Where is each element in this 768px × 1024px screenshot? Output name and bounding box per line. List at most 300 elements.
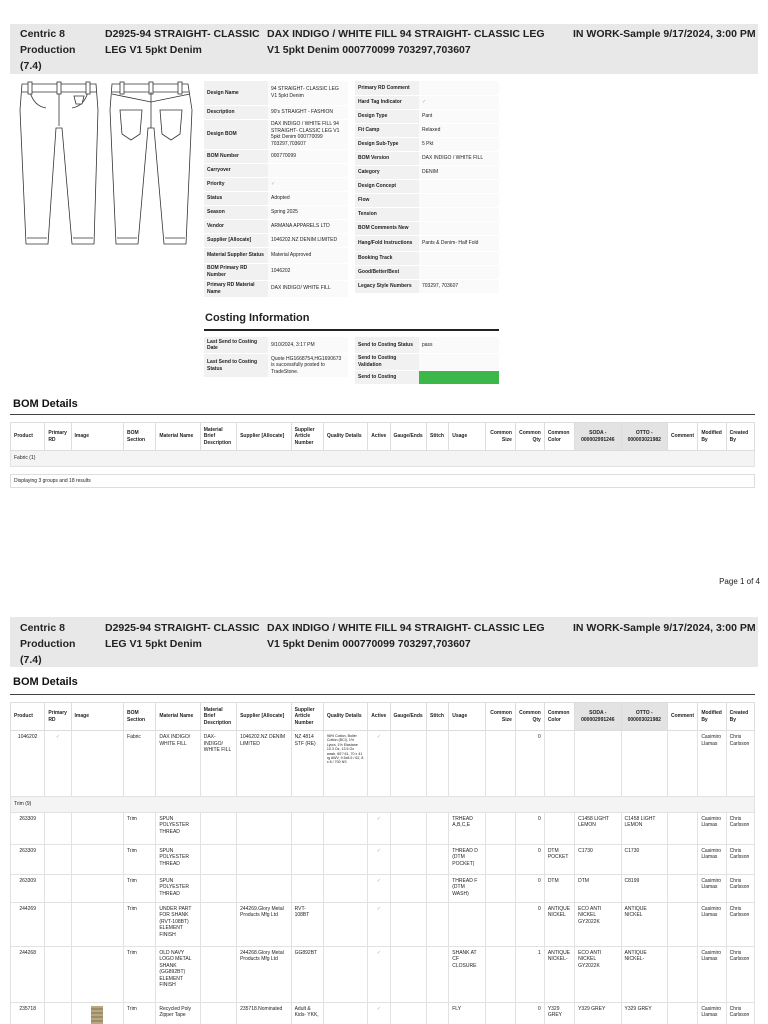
attribute-value: 94 STRAIGHT- CLASSIC LEG V1 5pkt Denim (268, 81, 348, 105)
attribute-label: Tension (355, 207, 419, 221)
table-cell: SPUN POLYESTER THREAD (156, 812, 200, 844)
attribute-label: BOM Comments New (355, 221, 419, 235)
attribute-row (355, 370, 499, 384)
table-cell: DTM POCKET (544, 844, 574, 874)
attribute-value: Spring 2025 (268, 205, 348, 219)
table-cell (485, 874, 515, 902)
table-cell: 244268.Glory Metal Products Mfg Ltd (237, 946, 292, 1002)
attribute-row (355, 123, 499, 137)
table-cell (200, 902, 236, 946)
costing-title: Costing Information (205, 312, 310, 324)
attribute-value: pass (419, 337, 499, 353)
attribute-value (419, 251, 499, 265)
attribute-label: Status (204, 191, 268, 205)
table-cell (323, 812, 367, 844)
attribute-label: Good/Better/Best (355, 265, 419, 279)
attribute-value: ARMANA APPARELS LTD (268, 219, 348, 233)
table-cell (544, 731, 574, 797)
header-status-label: IN WORK-Sample 9/17/2024, 3:00 PM (573, 622, 756, 634)
group-row-trim[interactable]: Trim (9) (11, 797, 755, 813)
table-cell: 263309 (11, 812, 45, 844)
table-cell: NZ 4814 STF (RE) (291, 731, 323, 797)
attribute-value (268, 163, 348, 177)
column-header[interactable]: Common Size (485, 423, 515, 451)
attribute-label: Vendor (204, 219, 268, 233)
attribute-row (204, 119, 348, 149)
table-cell: Casimiro Llamas (698, 1002, 726, 1024)
attribute-label: BOM Version (355, 151, 419, 165)
table-cell: C1458 LIGHT LEMON (575, 812, 621, 844)
attribute-row (204, 263, 348, 280)
table-cell (291, 874, 323, 902)
attribute-label: Design Concept (355, 179, 419, 193)
table-cell (427, 731, 449, 797)
table-cell (45, 874, 71, 902)
column-header[interactable]: SODA - 000002991246 (575, 703, 621, 731)
table-cell (667, 1002, 697, 1024)
table-row[interactable] (11, 844, 755, 874)
attribute-row (355, 165, 499, 179)
column-header[interactable]: Common Qty (515, 703, 544, 731)
table-cell: 1 (515, 946, 544, 1002)
table-cell: 0 (515, 902, 544, 946)
table-cell: ✓ (368, 812, 390, 844)
table-cell: Trim (124, 1002, 156, 1024)
table-cell: C8199 (621, 874, 667, 902)
attribute-value: DAX INDIGO / WHITE FILL 94 STRAIGHT- CLASSIC LEG V1 5pkt Denim 000770099 703297,703607 (268, 119, 348, 149)
table-cell (485, 946, 515, 1002)
header-status-label: IN WORK-Sample 9/17/2024, 3:00 PM (573, 28, 756, 40)
table-cell (667, 731, 697, 797)
attribute-label: Last Send to Costing Date (204, 337, 268, 354)
attribute-value: Adopted (268, 191, 348, 205)
table-cell (485, 1002, 515, 1024)
table-cell (323, 844, 367, 874)
table-cell (390, 731, 427, 797)
zipper-tape-thumbnail (91, 1006, 103, 1024)
attribute-row (204, 354, 348, 378)
attribute-label: Design Type (355, 109, 419, 123)
table-cell: ✓ (368, 902, 390, 946)
bom-details-title: BOM Details (13, 398, 78, 410)
attribute-value: Material Approved (268, 247, 348, 263)
table-row[interactable] (11, 946, 755, 1002)
attribute-label: Hang/Fold Instructions (355, 235, 419, 251)
table-cell: Casimiro Llamas (698, 874, 726, 902)
attribute-label: Primary RD Comment (355, 81, 419, 95)
column-header[interactable]: Usage (449, 423, 485, 451)
attribute-value: Quote HG1668754,HG1690673 is successfully posted to TradeStone. (268, 354, 348, 378)
image-cell (71, 902, 123, 946)
table-cell: SPUN POLYESTER THREAD (156, 874, 200, 902)
table-cell: 1046202 (11, 731, 45, 797)
table-cell: C1730 (621, 844, 667, 874)
table-cell: Chris Carlsson (726, 812, 754, 844)
attribute-row (355, 137, 499, 151)
column-header[interactable]: Image (71, 423, 123, 451)
image-cell (71, 731, 123, 797)
column-header[interactable]: Created By (726, 423, 754, 451)
table-cell (667, 812, 697, 844)
column-header[interactable]: Created By (726, 703, 754, 731)
attribute-value (419, 193, 499, 207)
column-header[interactable]: Common Size (485, 703, 515, 731)
table-cell (449, 902, 485, 946)
table-cell (200, 812, 236, 844)
attribute-label: Send to Costing Validation (355, 353, 419, 370)
table-cell (200, 844, 236, 874)
column-header[interactable]: Supplier [Allocate] (237, 423, 292, 451)
attribute-row (204, 219, 348, 233)
attribute-value: DENIM (419, 165, 499, 179)
table-cell (621, 731, 667, 797)
table-cell: 235718.Nominated (237, 1002, 292, 1024)
attribute-row (355, 193, 499, 207)
table-cell: Casimiro Llamas (698, 731, 726, 797)
table-cell: 0 (515, 1002, 544, 1024)
table-cell: C1730 (575, 844, 621, 874)
table-cell (485, 844, 515, 874)
attribute-label: Design Name (204, 81, 268, 105)
table-cell: SHANK AT CF CLOSURE (449, 946, 485, 1002)
column-header[interactable]: Material Brief Description (200, 423, 236, 451)
table-cell: RVT-108BT (291, 902, 323, 946)
table-cell (427, 874, 449, 902)
table-cell: Casimiro Llamas (698, 946, 726, 1002)
bom-table-page1 (10, 422, 755, 467)
attribute-value (419, 179, 499, 193)
attribute-row (355, 235, 499, 251)
attribute-value: 9/10/2024, 3:17 PM (268, 337, 348, 354)
attribute-label: Last Send to Costing Status (204, 354, 268, 378)
table-cell: ✓ (368, 874, 390, 902)
table-cell: Trim (124, 844, 156, 874)
attribute-value: ✓ (419, 95, 499, 109)
attribute-row (204, 149, 348, 163)
attribute-row (355, 109, 499, 123)
column-header[interactable]: Common Color (544, 423, 574, 451)
table-cell (323, 874, 367, 902)
column-header[interactable]: Quality Details (323, 703, 367, 731)
column-header[interactable]: Active (368, 703, 390, 731)
table-cell (485, 812, 515, 844)
table-cell (237, 812, 292, 844)
attribute-label: Carryover (204, 163, 268, 177)
column-header[interactable]: Stitch (427, 423, 449, 451)
header-style-label: D2925-94 STRAIGHT- CLASSIC LEG V1 5pkt Denim (105, 622, 260, 650)
table-cell (390, 946, 427, 1002)
table-cell: Adult & Kids- YKK, (291, 1002, 323, 1024)
column-header[interactable]: Active (368, 423, 390, 451)
group-row-fabric[interactable]: Fabric (1) (11, 451, 755, 467)
attribute-label: Category (355, 165, 419, 179)
table-cell (390, 844, 427, 874)
table-cell: DTM (544, 874, 574, 902)
attribute-value: 1046202 (268, 263, 348, 280)
table-cell: ✓ (368, 731, 390, 797)
table-cell (200, 874, 236, 902)
table-cell: Chris Carlsson (726, 844, 754, 874)
attribute-label: Send to Costing (355, 370, 419, 384)
column-header[interactable]: Gauge/Ends (390, 703, 427, 731)
table-cell: DAX- INDIGO/ WHITE FILL (200, 731, 236, 797)
attribute-label: Flow (355, 193, 419, 207)
attribute-value (419, 353, 499, 370)
table-cell (291, 844, 323, 874)
attribute-label: Description (204, 105, 268, 119)
table-cell: ✓ (368, 844, 390, 874)
page-header-2 (10, 617, 758, 667)
table-cell (291, 812, 323, 844)
column-header[interactable]: Supplier Article Number (291, 423, 323, 451)
column-header[interactable]: Usage (449, 703, 485, 731)
attribute-label: Primary RD Material Name (204, 280, 268, 297)
attribute-label: Fit Camp (355, 123, 419, 137)
table-cell: Trim (124, 874, 156, 902)
table-cell (485, 731, 515, 797)
costing-divider (204, 329, 499, 331)
table-cell (667, 902, 697, 946)
attribute-row (355, 265, 499, 279)
attribute-value: ✓ (268, 177, 348, 191)
attribute-label: BOM Number (204, 149, 268, 163)
table-cell: UNDER PART FOR SHANK (RVT-108BT) ELEMENT FINISH (156, 902, 200, 946)
attribute-row (204, 233, 348, 247)
column-header[interactable]: Primary RD (45, 423, 71, 451)
table-cell: Casimiro Llamas (698, 902, 726, 946)
attribute-label: Design BOM (204, 119, 268, 149)
table-cell (45, 812, 71, 844)
table-cell: Trim (124, 812, 156, 844)
column-header[interactable]: Stitch (427, 703, 449, 731)
table-cell: 244269 (11, 902, 45, 946)
attribute-label: Send to Costing Status (355, 337, 419, 353)
attribute-row (204, 191, 348, 205)
attribute-label: Legacy Style Numbers (355, 279, 419, 293)
table-cell (667, 874, 697, 902)
header-material-label: DAX INDIGO / WHITE FILL 94 STRAIGHT- CLASSIC LEG V1 5pkt Denim 000770099 703297,703607 (267, 28, 545, 56)
table-cell: SPUN POLYESTER THREAD (156, 844, 200, 874)
table-cell (200, 946, 236, 1002)
table-row[interactable] (11, 902, 755, 946)
attribute-label: Booking Track (355, 251, 419, 265)
table-cell (485, 902, 515, 946)
attribute-row (355, 279, 499, 293)
table-cell: TRHEAD A,B,C,E (449, 812, 485, 844)
table-cell: ECO ANTI NICKEL GY2022K (575, 902, 621, 946)
attribute-value: DAX INDIGO / WHITE FILL (419, 151, 499, 165)
attribute-row (204, 105, 348, 119)
table-cell (323, 1002, 367, 1024)
table-cell: Chris Carlsson (726, 1002, 754, 1024)
attribute-row (204, 205, 348, 219)
attribute-row (204, 280, 348, 297)
column-header[interactable]: Supplier [Allocate] (237, 703, 292, 731)
column-header[interactable]: Common Qty (515, 423, 544, 451)
column-header[interactable]: Comment (667, 423, 697, 451)
table-cell (427, 812, 449, 844)
table-cell (237, 874, 292, 902)
column-header[interactable]: Comment (667, 703, 697, 731)
table-cell: FLY (449, 1002, 485, 1024)
attribute-row (355, 207, 499, 221)
table-cell: ANTIQUE NICKEL- (544, 946, 574, 1002)
column-header[interactable]: Material Name (156, 423, 200, 451)
table-cell: ✓ (368, 946, 390, 1002)
attribute-label: Hard Tag Indicator (355, 95, 419, 109)
attribute-row (355, 95, 499, 109)
attribute-value: Pants & Denim- Half Fold (419, 235, 499, 251)
attribute-row (355, 251, 499, 265)
attribute-row (355, 353, 499, 370)
attribute-row (355, 81, 499, 95)
table-cell: 263309 (11, 844, 45, 874)
attribute-row (204, 247, 348, 263)
attribute-label: Season (204, 205, 268, 219)
bom-divider (10, 414, 755, 415)
table-cell: THREAD F (DTM WASH) (449, 874, 485, 902)
table-cell (427, 1002, 449, 1024)
table-cell: 0 (515, 812, 544, 844)
table-cell: Y329 GREY (575, 1002, 621, 1024)
table-cell: Trim (124, 902, 156, 946)
column-header[interactable]: SODA - 000002991246 (575, 423, 621, 451)
attribute-row (204, 81, 348, 105)
attribute-row (204, 163, 348, 177)
table-cell (390, 812, 427, 844)
table-row[interactable] (11, 874, 755, 902)
image-cell (71, 1002, 123, 1024)
attribute-row (204, 177, 348, 191)
attribute-value (419, 207, 499, 221)
table-cell (427, 902, 449, 946)
table-cell (45, 902, 71, 946)
table-row[interactable] (11, 1002, 755, 1024)
column-header[interactable]: Supplier Article Number (291, 703, 323, 731)
column-header[interactable]: Modified By (698, 703, 726, 731)
table-cell: GG892BT (291, 946, 323, 1002)
table-cell: ECO ANTI NICKEL GY2022K (575, 946, 621, 1002)
table-cell (390, 874, 427, 902)
attribute-label: Priority (204, 177, 268, 191)
table-cell (427, 844, 449, 874)
table-cell (45, 1002, 71, 1024)
costing-right-table (355, 337, 499, 385)
table-cell: 1046202.NZ DENIM LIMITED (237, 731, 292, 797)
design-attributes-left (204, 81, 348, 298)
table-row[interactable] (11, 812, 755, 844)
column-header[interactable]: Common Color (544, 703, 574, 731)
table-cell: Chris Carlsson (726, 731, 754, 797)
image-cell (71, 946, 123, 1002)
attribute-value (419, 221, 499, 235)
column-header[interactable]: Material Brief Description (200, 703, 236, 731)
table-cell (237, 844, 292, 874)
column-header[interactable]: OTTO - 000003021982 (621, 423, 667, 451)
jeans-sketch-image (10, 80, 198, 248)
bom-details-title-2: BOM Details (13, 676, 78, 688)
table-cell: ANTIQUE NICKEL (621, 902, 667, 946)
attribute-label: BOM Primary RD Number (204, 263, 268, 280)
table-cell: ✓ (45, 731, 71, 797)
table-row[interactable] (11, 731, 755, 797)
table-cell: 0 (515, 731, 544, 797)
table-cell (667, 844, 697, 874)
table-cell: THREAD D (DTM POCKET) (449, 844, 485, 874)
table-cell (390, 902, 427, 946)
table-cell (575, 731, 621, 797)
column-header[interactable]: Modified By (698, 423, 726, 451)
attribute-value: 000770099 (268, 149, 348, 163)
image-cell (71, 844, 123, 874)
table-cell (200, 1002, 236, 1024)
table-cell: 235718 (11, 1002, 45, 1024)
table-cell (449, 731, 485, 797)
send-to-costing-indicator (419, 370, 499, 384)
table-cell: DTM (575, 874, 621, 902)
column-header[interactable]: Image (71, 703, 123, 731)
attribute-value (419, 265, 499, 279)
table-cell: Y329 GREY (544, 1002, 574, 1024)
table-cell (427, 946, 449, 1002)
attribute-label: Design Sub-Type (355, 137, 419, 151)
attribute-value: DAX INDIGO/ WHITE FILL (268, 280, 348, 297)
column-header[interactable]: Gauge/Ends (390, 423, 427, 451)
attribute-row (355, 151, 499, 165)
table-cell: Fabric (124, 731, 156, 797)
attribute-label: Supplier [Allocate] (204, 233, 268, 247)
table-cell: 0 (515, 844, 544, 874)
column-header[interactable]: OTTO - 000003021982 (621, 703, 667, 731)
table-cell: Casimiro Llamas (698, 844, 726, 874)
column-header[interactable]: Product (11, 703, 45, 731)
table-cell: ANTIQUE NICKEL- (621, 946, 667, 1002)
column-header[interactable]: Material Name (156, 703, 200, 731)
header-app-label: Centric 8 Production (7.4) (20, 622, 76, 666)
header-app-label: Centric 8 Production (7.4) (20, 28, 76, 72)
column-header[interactable]: Quality Details (323, 423, 367, 451)
image-cell (71, 812, 123, 844)
table-cell: Casimiro Llamas (698, 812, 726, 844)
header-style-label: D2925-94 STRAIGHT- CLASSIC LEG V1 5pkt Denim (105, 28, 260, 56)
table-cell: Chris Carlsson (726, 874, 754, 902)
attribute-value: 90's STRAIGHT - FASHION (268, 105, 348, 119)
table-cell: 98% Cotton, Boiler Cotton (BCI), 1% Lycra, 1% Elastane 10.3 Oz, 13.5 Oz wash, 60"/ 61, 70 x 41 rg AWV, 9.5x8.5 / 62, 8 x 8 / 700 NS (323, 731, 367, 797)
table-cell: C1458 LIGHT LEMON (621, 812, 667, 844)
column-header[interactable]: Product (11, 423, 45, 451)
table-cell (45, 946, 71, 1002)
attribute-row (355, 179, 499, 193)
table-cell: OLD NAVY LOGO METAL SHANK (GG892BT) ELEMENT FINISH (156, 946, 200, 1002)
table-cell: 244268 (11, 946, 45, 1002)
table-cell: ANTIQUE NICKEL (544, 902, 574, 946)
column-header[interactable]: BOM Section (124, 423, 156, 451)
attribute-row (355, 337, 499, 353)
attribute-value: 5 Pkt (419, 137, 499, 151)
table-cell (45, 844, 71, 874)
column-header[interactable]: BOM Section (124, 703, 156, 731)
table-cell: DAX INDIGO/ WHITE FILL (156, 731, 200, 797)
table-cell: 244269.Glory Metal Products Mfg Ltd (237, 902, 292, 946)
page-number: Page 1 of 4 (719, 577, 760, 586)
attribute-value: Relaxed (419, 123, 499, 137)
bom-divider-2 (10, 694, 755, 695)
image-cell (71, 874, 123, 902)
column-header[interactable]: Primary RD (45, 703, 71, 731)
table-cell: 263309 (11, 874, 45, 902)
page-header (10, 24, 758, 74)
table-cell: Chris Carlsson (726, 946, 754, 1002)
